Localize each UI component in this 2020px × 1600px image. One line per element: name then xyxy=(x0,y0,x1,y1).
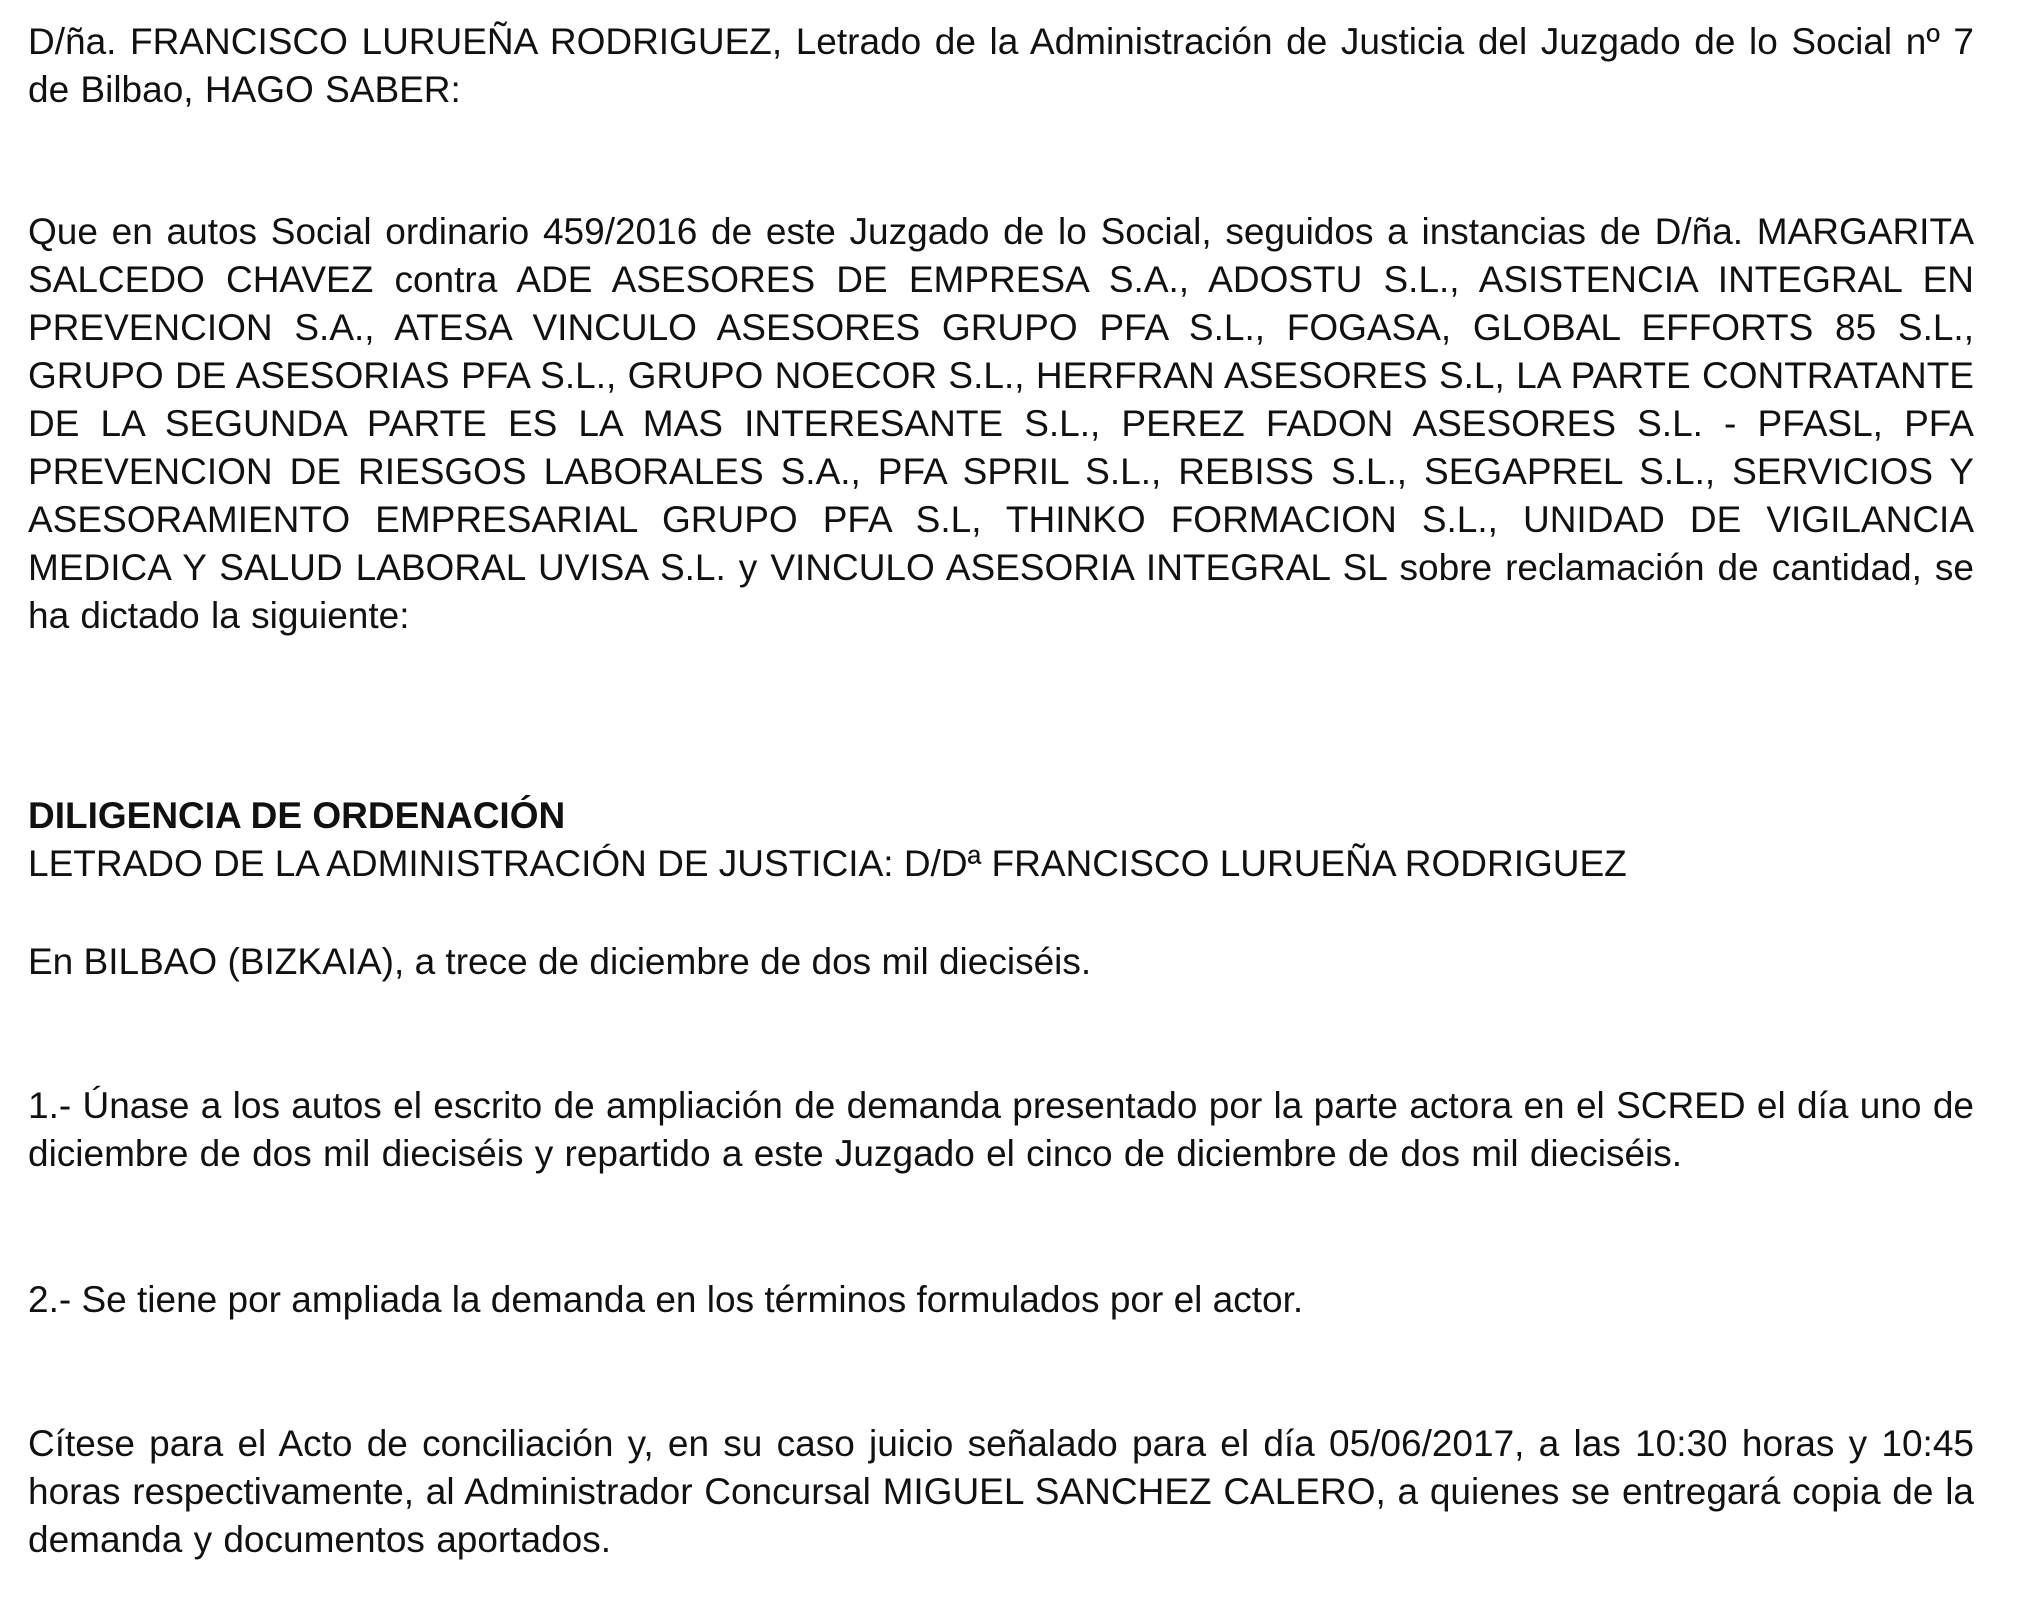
fecha-line: En BILBAO (BIZKAIA), a trece de diciembre de dos mil dieciséis. xyxy=(28,941,1092,982)
letrado-line: LETRADO DE LA ADMINISTRACIÓN DE JUSTICIA: D/Dª FRANCISCO LURUEÑA RODRIGUEZ xyxy=(28,843,1627,884)
item-1-paragraph: 1.- Únase a los autos el escrito de ampliación de demanda presentado por la parte actora en el SCRED el día uno de diciembre de dos mil dieciséis y repartido a este Juzgado el cinco de diciembre de dos mil dieciséis. xyxy=(28,1085,1974,1174)
diligencia-heading: DILIGENCIA DE ORDENACIÓN xyxy=(28,795,566,836)
citese-paragraph: Cítese para el Acto de conciliación y, en su caso juicio señalado para el día 05/06/2017, a las 10:30 horas y 10:45 horas respectivamente, al Administrador Concursal MIGUEL SANCHEZ CALERO, a quienes se entregará copia de la demanda y documentos aportados. xyxy=(28,1423,1974,1560)
autos-paragraph: Que en autos Social ordinario 459/2016 de este Juzgado de lo Social, seguidos a instancias de D/ña. MARGARITA SALCEDO CHAVEZ contra ADE ASESORES DE EMPRESA S.A., ADOSTU S.L., ASISTENCIA INTEGRAL EN PREVENCION S.A., ATESA VINCULO ASESORES GRUPO PFA S.L., FOGASA, GLOBAL EFFORTS 85 S.L., GRUPO DE ASESORIAS PFA S.L., GRUPO NOECOR S.L., HERFRAN ASESORES S.L, LA PARTE CONTRATANTE DE LA SEGUNDA PARTE ES LA MAS INTERESANTE S.L., PEREZ FADON ASESORES S.L. - PFASL, PFA PREVENCION DE RIESGOS LABORALES S.A., PFA SPRIL S.L., REBISS S.L., SEGAPREL S.L., SERVICIOS Y ASESORAMIENTO EMPRESARIAL GRUPO PFA S.L, THINKO FORMACION S.L., UNIDAD DE VIGILANCIA MEDICA Y SALUD LABORAL UVISA S.L. y VINCULO ASESORIA INTEGRAL SL sobre reclamación de cantidad, se ha dictado la siguiente: xyxy=(28,211,1974,636)
intro-paragraph: D/ña. FRANCISCO LURUEÑA RODRIGUEZ, Letrado de la Administración de Justicia del Juzgado de lo Social nº 7 de Bilbao, HAGO SABER: xyxy=(28,21,1974,110)
item-2-paragraph: 2.- Se tiene por ampliada la demanda en los términos formulados por el actor. xyxy=(28,1279,1304,1320)
